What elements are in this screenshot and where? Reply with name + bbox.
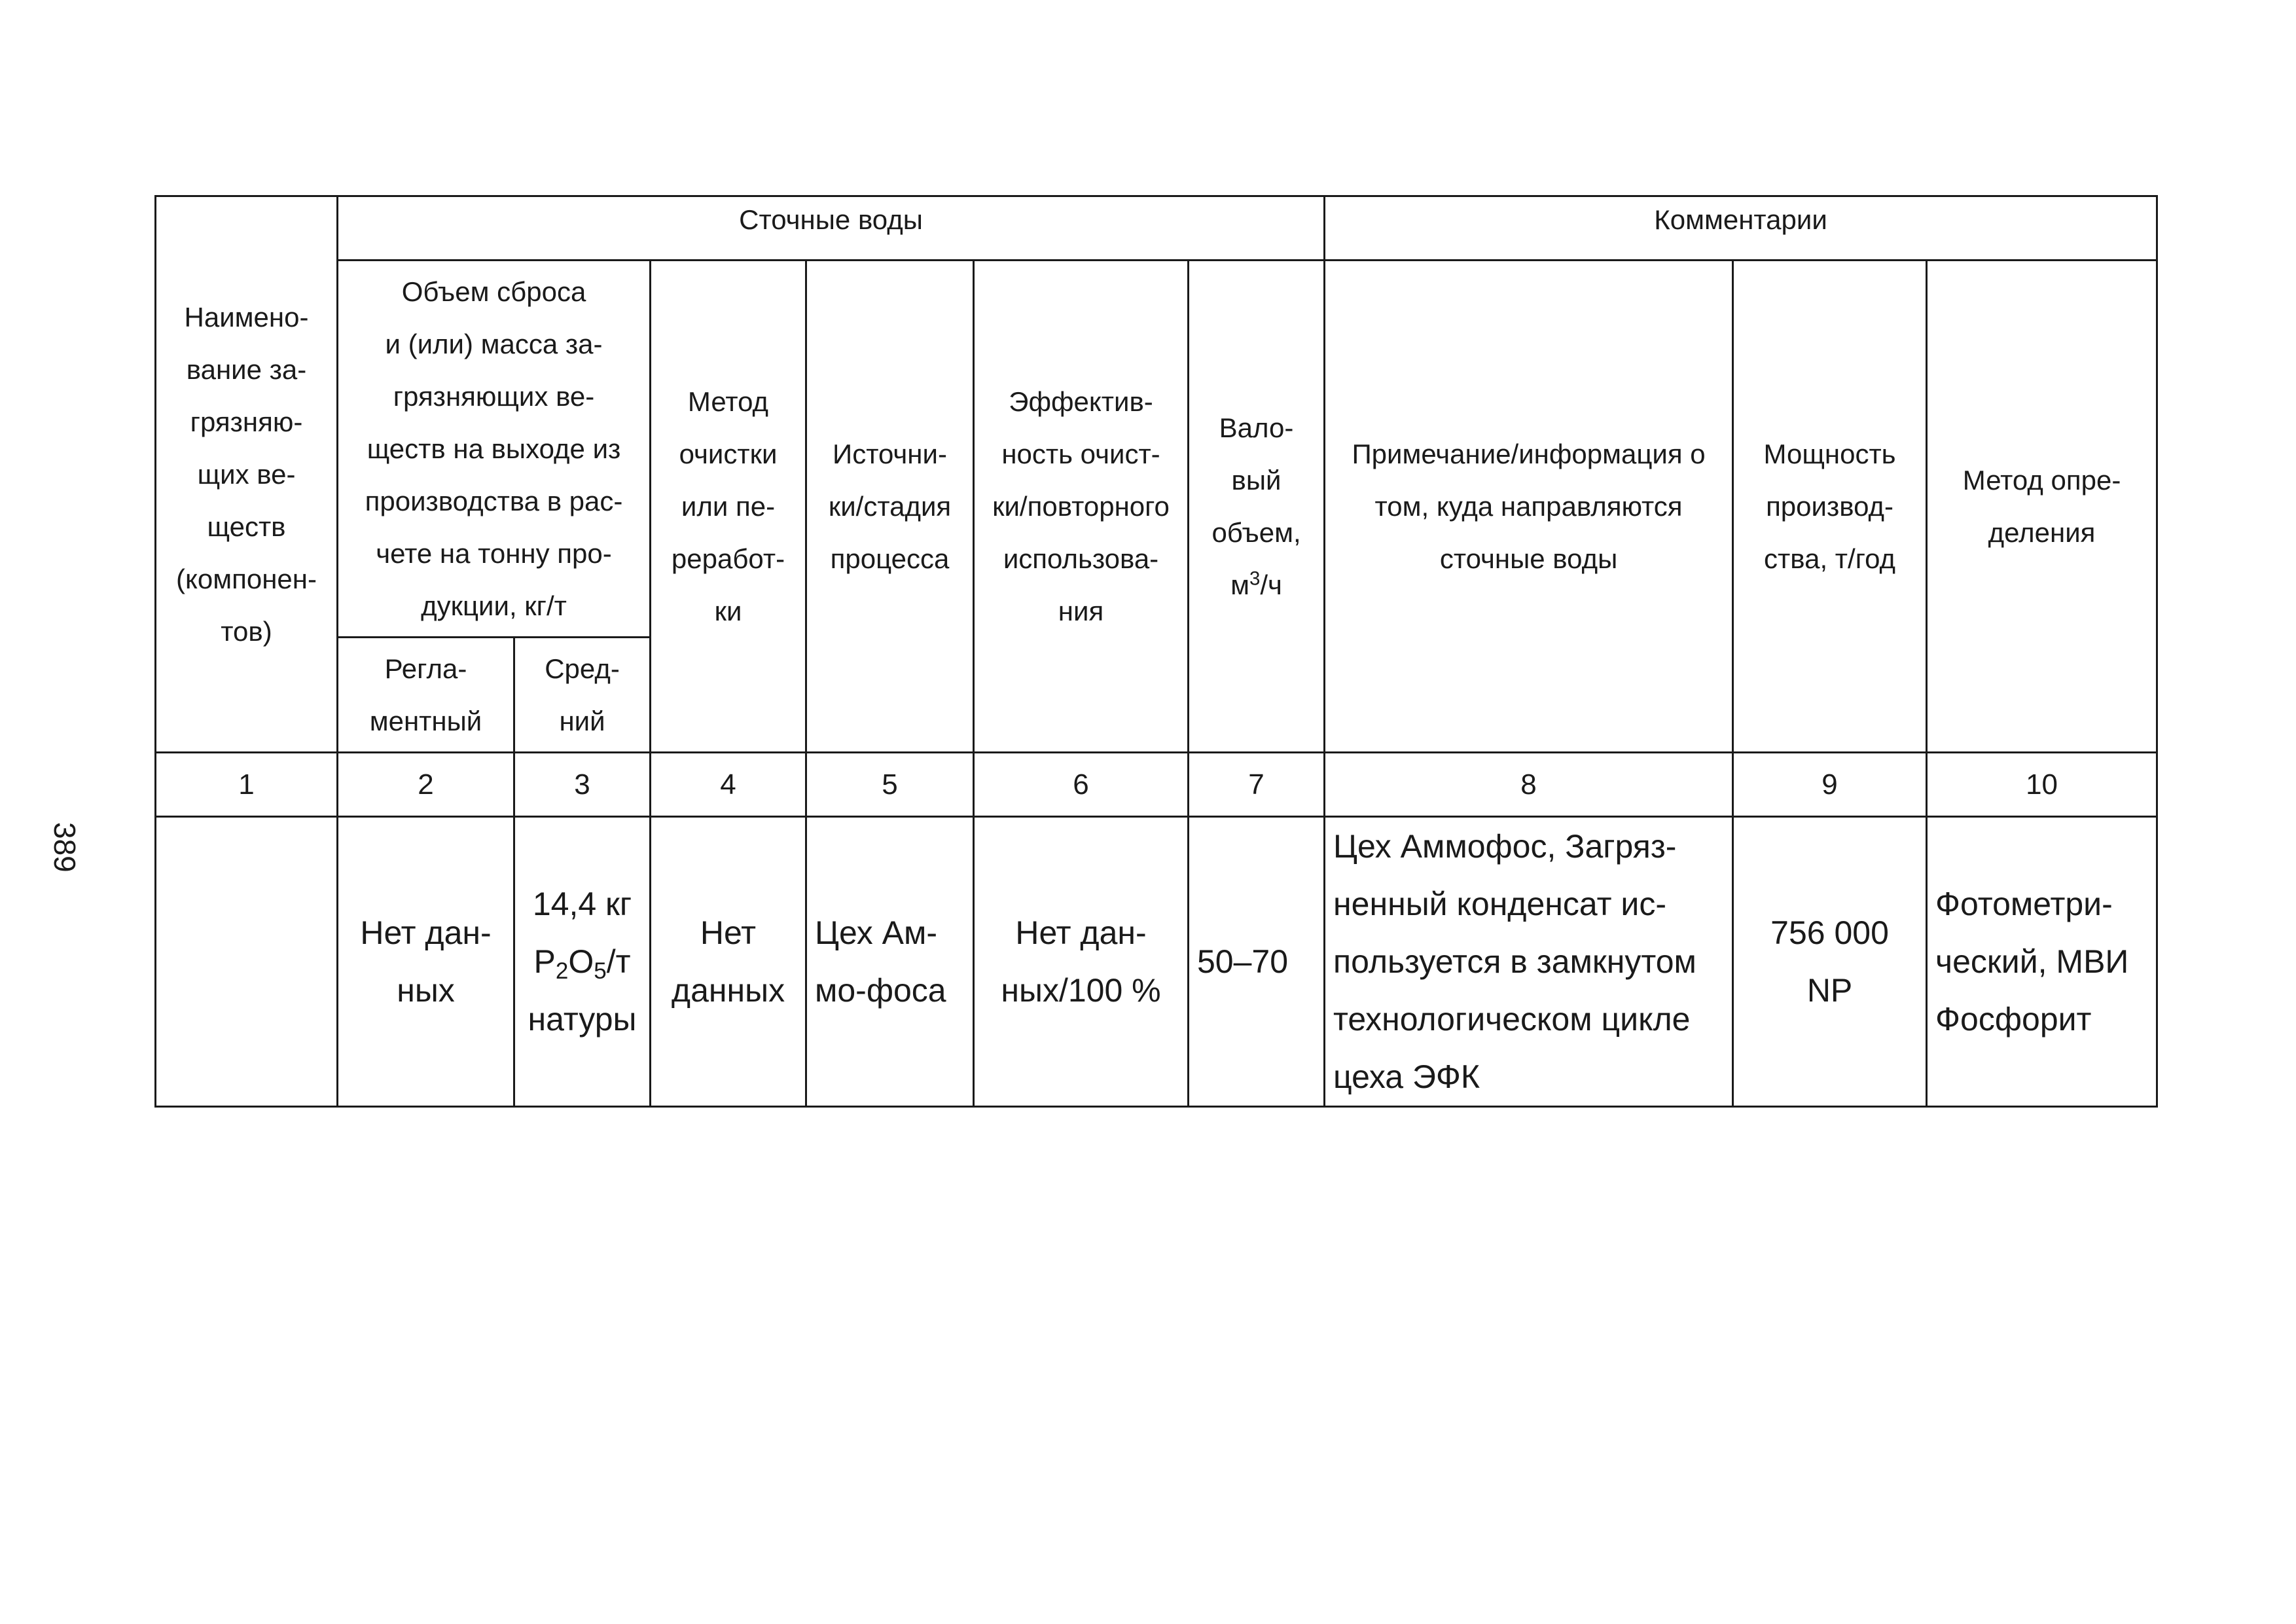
cell-determination-method: Фотометри- ческий, МВИ Фосфорит	[1927, 817, 2157, 1107]
cell-average-p: P	[533, 943, 556, 980]
header-determination-method: Метод опре- деления	[1927, 261, 2157, 753]
header-group-wastewater: Сточные воды	[338, 196, 1325, 261]
column-number: 10	[1927, 753, 2157, 817]
header-gross-volume-unit: /ч	[1260, 569, 1282, 600]
column-number: 8	[1325, 753, 1733, 817]
header-sources-stage: Источни- ки/стадия процесса	[806, 261, 974, 753]
cell-treatment-method: Нет данных	[651, 817, 806, 1107]
cell-note: Цех Аммофос, Загряз- ненный конденсат ис- пользуется в замкнутом технологическом цикле цеха ЭФК	[1325, 817, 1733, 1107]
table-row	[156, 817, 2157, 1107]
column-number: 9	[1733, 753, 1927, 817]
header-regulatory: Регла- ментный	[338, 638, 514, 753]
cell-average-o: O	[568, 943, 594, 980]
header-average: Сред- ний	[514, 638, 651, 753]
column-number-row	[156, 753, 2157, 817]
cell-average-sub1: 2	[555, 958, 569, 984]
cell-gross-volume: 50–70	[1189, 817, 1325, 1107]
cell-regulatory: Нет дан- ных	[338, 817, 514, 1107]
header-gross-volume-text: Вало- вый объем, м	[1211, 412, 1301, 600]
column-number: 1	[156, 753, 338, 817]
cell-sources-stage: Цех Ам- мо-фоса	[806, 817, 974, 1107]
cell-pollutant-name	[156, 817, 338, 1107]
header-pollutant-name: Наимено- вание за- грязняю- щих ве- ществ (компонен- тов)	[156, 196, 338, 753]
cell-average-line3: натуры	[528, 1001, 637, 1038]
cell-capacity: 756 000 NP	[1733, 817, 1927, 1107]
header-capacity: Мощность производ- ства, т/год	[1733, 261, 1927, 753]
cell-average-unit: /т	[606, 943, 631, 980]
wastewater-table	[154, 195, 2158, 1108]
cell-average-sub2: 5	[594, 958, 607, 984]
header-efficiency: Эффектив- ность очист- ки/повторного использова- ния	[974, 261, 1189, 753]
column-number: 2	[338, 753, 514, 817]
column-number: 3	[514, 753, 651, 817]
column-number: 7	[1189, 753, 1325, 817]
header-row-2	[156, 261, 2157, 638]
header-gross-volume	[1189, 261, 1325, 753]
header-note: Примечание/информация о том, куда направляются сточные воды	[1325, 261, 1733, 753]
header-gross-volume-sup: 3	[1249, 567, 1261, 589]
header-row-1	[156, 196, 2157, 261]
header-group-comments: Комментарии	[1325, 196, 2157, 261]
cell-average	[514, 817, 651, 1107]
cell-average-line1: 14,4 кг	[532, 886, 632, 922]
cell-efficiency: Нет дан- ных/100 %	[974, 817, 1189, 1107]
header-discharge-volume: Объем сброса и (или) масса за- грязняющих ве- ществ на выходе из производства в рас- чете на тонну про- дукции, кг/т	[338, 261, 651, 638]
header-treatment-method: Метод очистки или пе- реработ- ки	[651, 261, 806, 753]
page-number: 389	[48, 822, 82, 873]
column-number: 6	[974, 753, 1189, 817]
column-number: 5	[806, 753, 974, 817]
column-number: 4	[651, 753, 806, 817]
